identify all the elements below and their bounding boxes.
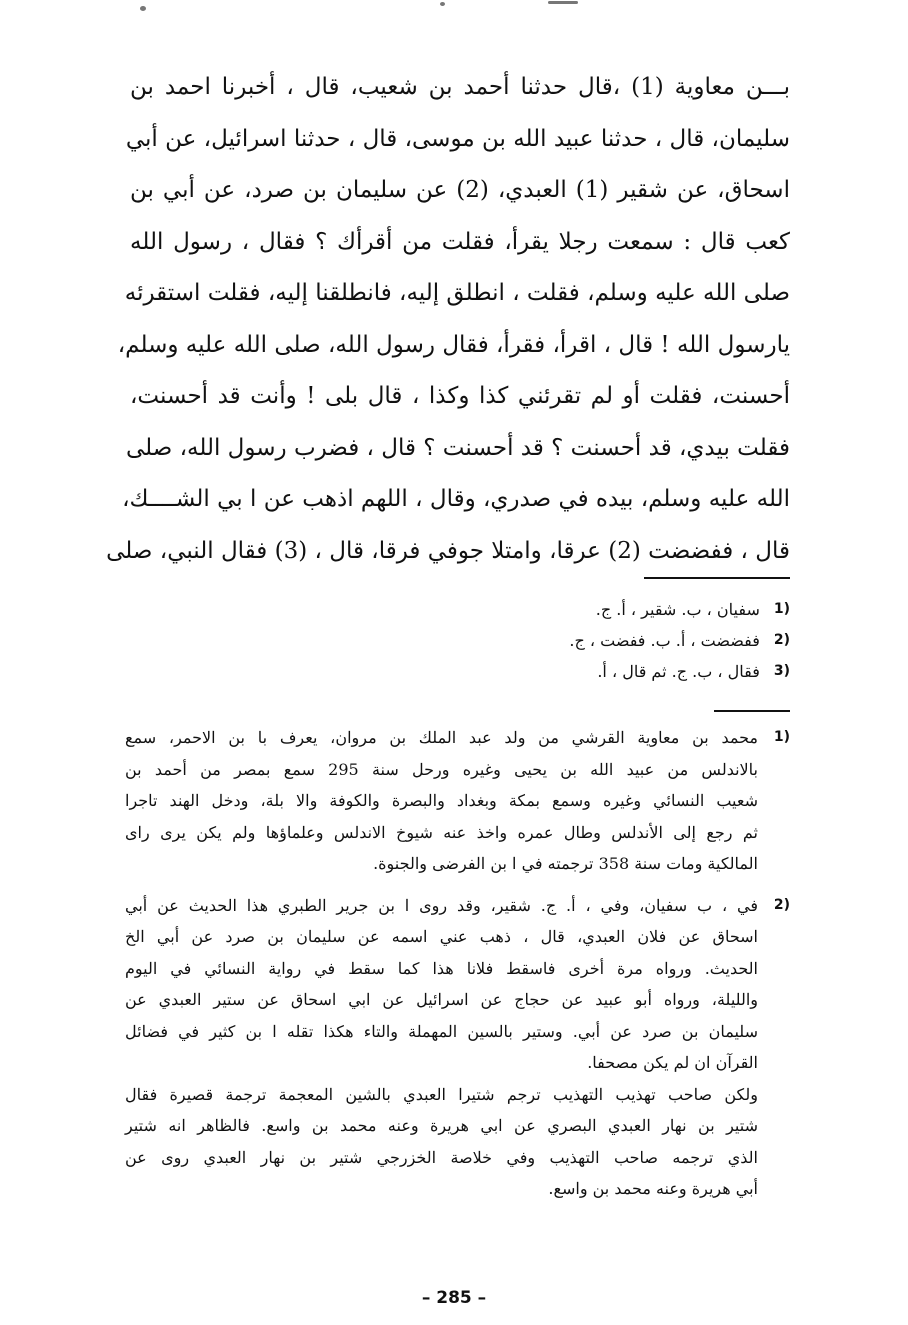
footnote-divider <box>644 577 790 579</box>
page-number: – 285 – <box>421 1288 487 1308</box>
main-text-line: قال ، ففضضت (2) عرقا، وامتلا جوفي فرقا، قال ، (3) فقال النبي، صلى <box>106 537 790 564</box>
main-text-line: الله عليه وسلم، بيده في صدري، وقال ، اللهم اذهب عن ا بي الشــــك، <box>122 486 790 512</box>
footnote <box>125 890 790 1205</box>
footnote-line: في ، ب سفيان، وفي ، أ. ج. شقير، وقد روى ا بن جرير الطبري هذا الحديث عن أبي <box>125 895 758 915</box>
variant-number: (1 <box>773 601 790 617</box>
variant-number: (2 <box>773 632 790 648</box>
variant-readings <box>530 594 790 687</box>
variant-text: ففضضت ، أ. ب. ففضت ، ج. <box>569 631 760 650</box>
scan-speck <box>548 1 578 4</box>
variant-reading <box>530 594 790 625</box>
main-text-line: كعب قال : سمعت رجلا يقرأ، فقلت من أقرأك ؟ فقال ، رسول الله <box>130 228 790 255</box>
main-text-line: أحسنت، فقلت أو لم تقرئني كذا وكذا ، قال بلى ! وأنت قد أحسنت، <box>130 383 790 409</box>
variant-reading <box>530 656 790 687</box>
footnote-line: الذي ترجمه صاحب التهذيب وفي خلاصة الخزرجي شتير بن نهار العبدي روى عن <box>125 1147 758 1167</box>
footnote-line: شعيب النسائي وغيره وسمع بمكة وبغداد والبصرة والكوفة والا بلة، ودخل الهند تاجرا <box>125 791 758 810</box>
main-text-line: سليمان، قال ، حدثنا عبيد الله بن موسى، قال ، حدثنا اسرائيل، عن أبي <box>125 125 790 152</box>
footnote-line: اسحاق عن فلان العبدي، قال ، ذهب عني اسمه عن سليمان بن صرد عن أبي الخ <box>125 927 758 946</box>
footnotes <box>125 722 790 1215</box>
main-text <box>106 62 790 577</box>
main-text-line: بـــن معاوية (1) ،قال حدثنا أحمد بن شعيب، قال ، أخبرنا احمد بن <box>130 74 790 100</box>
footnote-number: (1 <box>773 729 790 745</box>
footnote <box>125 722 790 880</box>
footnote-line: بالاندلس من عبيد الله بن يحيى وغيره ورحل سنة 295 سمع بمصر من أحمد بن <box>125 759 758 779</box>
footnote-line: القرآن ان لم يكن مصحفا. <box>587 1053 758 1072</box>
variant-text: سفيان ، ب. شقير ، أ. ج. <box>595 600 760 619</box>
footnote-line: ولكن صاحب تهذيب التهذيب ترجم شتيرا العبدي بالشين المعجمة ترجمة قصيرة فقال <box>125 1084 758 1104</box>
footnote-line: ثم رجع إلى الأندلس وطال عمره واخذ عنه شيوخ الاندلس وعلماؤها ولم يكن يرى راى <box>125 822 758 842</box>
footnote-line: المالكية ومات سنة 358 ترجمته في ا بن الفرضى والجنوة. <box>373 854 758 873</box>
main-text-line: اسحاق، عن شقير (1) العبدي، (2) عن سليمان بن صرد، عن أبي بن <box>130 177 790 203</box>
main-text-line: صلى الله عليه وسلم، فقلت ، انطلق إليه، فانطلقنا إليه، فقلت استقرئه <box>124 280 790 306</box>
variant-text: فقال ، ب. ج. ثم قال ، أ. <box>597 662 760 681</box>
main-text-line: يارسول الله ! قال ، اقرأ، فقرأ، فقال رسول الله، صلى الله عليه وسلم، <box>117 331 790 358</box>
footnote-line: والليلة، ورواه أبو عبيد عن حجاج عن اسرائيل عن ابي اسحاق عن ستير العبدي عن <box>125 990 758 1009</box>
scan-speck <box>140 6 146 11</box>
footnote-line: محمد بن معاوية القرشي من ولد عبد الملك بن مروان، يعرف با بن الاحمر، سمع <box>125 728 758 747</box>
footnote-line: سليمان بن صرد عن أبي. وستير بالسين المهملة والتاء هكذا تقله ا بن كثير في فضائل <box>125 1021 758 1041</box>
footnote-number: (2 <box>773 896 790 913</box>
footnote-body <box>125 722 758 880</box>
footnote-line: الحديث. ورواه مرة أخرى فاسقط فلانا هذا كما سقط في رواية النسائي في اليوم <box>125 958 758 978</box>
footnote-line: شتير بن نهار العبدي البصري عن ابي هريرة وعنه محمد بن واسع. فالظاهر انه شتير <box>125 1116 758 1135</box>
main-text-line: فقلت بيدي، قد أحسنت ؟ قد أحسنت ؟ قال ، فضرب رسول الله، صلى <box>125 434 790 461</box>
variant-number: (3 <box>773 663 790 679</box>
footnote-body <box>125 890 758 1205</box>
notes-divider <box>714 710 790 712</box>
footnote-line: أبي هريرة وعنه محمد بن واسع. <box>548 1179 758 1198</box>
scan-speck <box>440 2 445 6</box>
variant-reading <box>530 625 790 656</box>
